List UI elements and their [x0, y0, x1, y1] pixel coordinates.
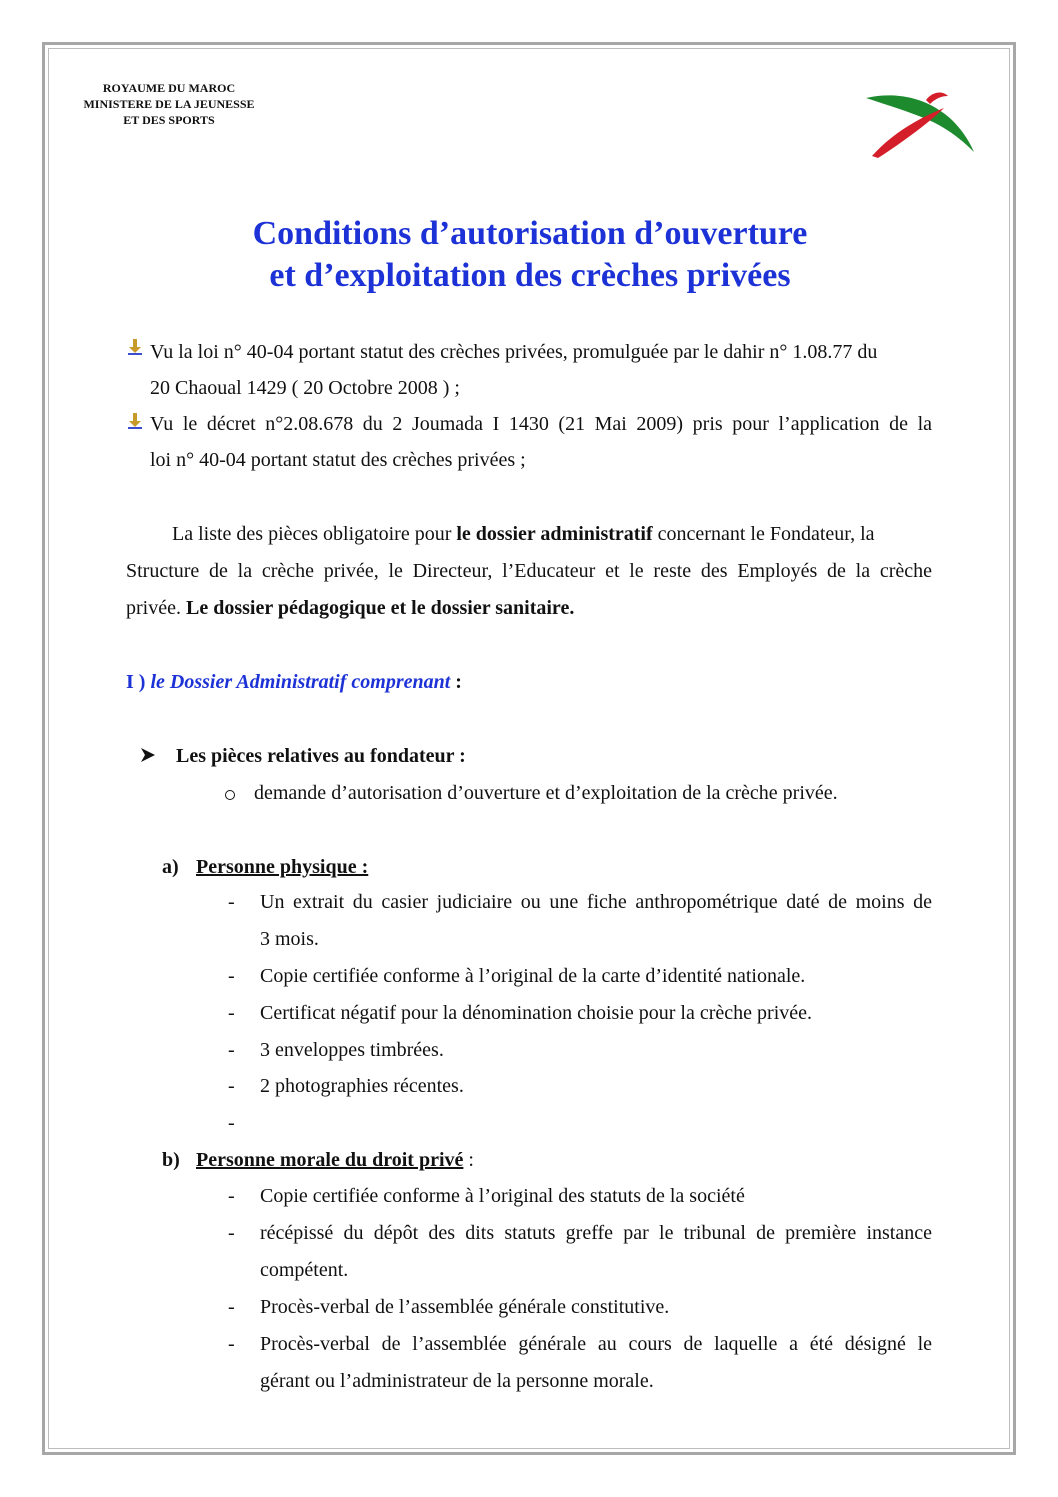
down-arrow-bullet-icon: [128, 413, 142, 429]
section-number: I ): [126, 671, 151, 693]
sub-a-item-1-line-1: Un extrait du casier judiciaire ou une fiche anthropométrique daté de moins de: [260, 891, 932, 913]
preamble-1-line-1: Vu la loi n° 40-04 portant statut des crèches privées, promulguée par le dahir n° 1.08.77 du: [150, 341, 878, 363]
intro-text: La liste des pièces obligatoire pour: [172, 523, 457, 545]
intro-bold-admin: le dossier administratif: [456, 523, 653, 545]
sub-b-heading: [196, 1148, 474, 1172]
sub-b-letter: b): [162, 1149, 180, 1171]
section-title: le Dossier Administratif comprenant: [150, 671, 451, 693]
founder-item: demande d’autorisation d’ouverture et d’exploitation de la crèche privée.: [254, 782, 838, 804]
intro-line-3: [126, 596, 574, 620]
document-title-line-1: Conditions d’autorisation d’ouverture: [252, 215, 808, 252]
preamble-2-line-1: Vu le décret n°2.08.678 du 2 Joumada I 1430 (21 Mai 2009) pris pour l’application de la: [150, 413, 932, 435]
dash-bullet: -: [228, 965, 235, 987]
ministry-header: [62, 80, 276, 128]
founder-heading: Les pièces relatives au fondateur :: [176, 745, 466, 767]
dash-bullet: -: [228, 1333, 235, 1355]
down-arrow-bullet-icon: [128, 339, 142, 355]
intro-bold-dossiers: Le dossier pédagogique et le dossier sanitaire.: [185, 597, 575, 619]
arrowhead-bullet-icon: [140, 747, 156, 763]
intro-text: privée.: [126, 597, 186, 619]
header-line-3: ET DES SPORTS: [123, 113, 215, 127]
sub-a-item-3: Certificat négatif pour la dénomination choisie pour la crèche privée.: [260, 1002, 813, 1024]
preamble-1-line-2: 20 Chaoual 1429 ( 20 Octobre 2008 ) ;: [150, 377, 460, 399]
dash-bullet: -: [228, 1039, 235, 1061]
section-colon: :: [450, 671, 462, 693]
sub-b-item-2-line-1: récépissé du dépôt des dits statuts greffe par le tribunal de première instance: [260, 1222, 932, 1244]
sub-a-item-1-line-2: 3 mois.: [260, 928, 319, 950]
intro-text: concernant le Fondateur, la: [652, 523, 875, 545]
header-line-2: MINISTERE DE LA JEUNESSE: [83, 97, 255, 111]
sub-a-item-2: Copie certifiée conforme à l’original de la carte d’identité nationale.: [260, 965, 806, 987]
dash-bullet: -: [228, 1112, 235, 1134]
dash-bullet: -: [228, 1185, 235, 1207]
dash-bullet: -: [228, 891, 235, 913]
section-1-heading: [126, 670, 462, 694]
dash-bullet: -: [228, 1075, 235, 1097]
sub-b-item-3: Procès-verbal de l’assemblée générale constitutive.: [260, 1296, 670, 1318]
intro-line-1: [172, 522, 875, 546]
intro-line-2: Structure de la crèche privée, le Directeur, l’Educateur et le reste des Employés de la crèche: [126, 560, 932, 582]
document-title-line-2: et d’exploitation des crèches privées: [269, 257, 791, 294]
circle-bullet-icon: [225, 790, 235, 800]
sub-a-letter: a): [162, 856, 179, 878]
preamble-2-line-2: loi n° 40-04 portant statut des crèches privées ;: [150, 449, 526, 471]
sub-a-item-4: 3 enveloppes timbrées.: [260, 1039, 444, 1061]
sub-b-title: Personne morale du droit privé: [196, 1149, 464, 1171]
sub-b-item-4-line-1: Procès-verbal de l’assemblée générale au cours de laquelle a été désigné le: [260, 1333, 932, 1355]
sub-a-title: Personne physique :: [196, 856, 369, 878]
sub-b-item-4-line-2: gérant ou l’administrateur de la personne morale.: [260, 1370, 654, 1392]
header-line-1: ROYAUME DU MAROC: [102, 81, 236, 95]
dash-bullet: -: [228, 1222, 235, 1244]
sub-a-item-5: 2 photographies récentes.: [260, 1075, 464, 1097]
dash-bullet: -: [228, 1002, 235, 1024]
sub-b-item-2-line-2: compétent.: [260, 1259, 349, 1281]
ministry-logo: [862, 90, 976, 160]
sub-b-colon: :: [463, 1149, 474, 1171]
sub-b-item-1: Copie certifiée conforme à l’original des statuts de la société: [260, 1185, 745, 1207]
dash-bullet: -: [228, 1296, 235, 1318]
